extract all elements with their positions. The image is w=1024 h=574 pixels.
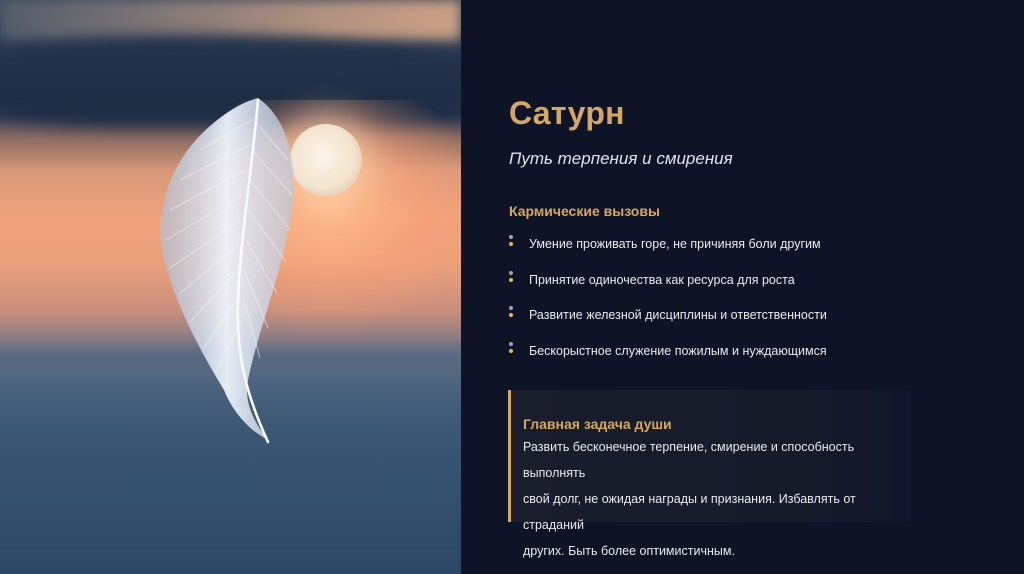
callout-line: свой долг, не ожидая награды и признания. Избавлять от страданий xyxy=(523,492,856,532)
bullet-icon xyxy=(508,235,514,249)
bullet-icon xyxy=(508,271,514,285)
callout-line: других. Быть более оптимистичным. xyxy=(523,544,735,558)
karmic-challenges-heading: Кармические вызовы xyxy=(509,203,660,219)
callout-title: Главная задача души xyxy=(523,416,672,432)
karmic-challenges-list xyxy=(505,233,827,375)
list-item-text: Умение проживать горе, не причиняя боли другим xyxy=(529,237,821,251)
slide-subtitle: Путь терпения и смирения xyxy=(509,149,733,168)
main-task-callout xyxy=(508,390,911,558)
list-item xyxy=(505,304,827,340)
callout-line: Развить бесконечное терпение, смирение и способность выполнять xyxy=(523,440,855,480)
bullet-icon xyxy=(508,306,514,320)
content-panel xyxy=(461,0,1024,574)
list-item-text: Принятие одиночества как ресурса для роста xyxy=(529,272,795,287)
list-item xyxy=(505,340,827,376)
feather-illustration xyxy=(140,90,320,460)
list-item-text: Бескорыстное служение пожилым и нуждающимся xyxy=(529,343,827,358)
slide-title: Сатурн xyxy=(509,95,625,131)
callout-body xyxy=(523,434,908,564)
bullet-icon xyxy=(508,342,514,356)
sky-band xyxy=(0,0,461,40)
list-item xyxy=(505,233,827,269)
list-item xyxy=(505,269,827,305)
feather-sunset-photo xyxy=(0,0,461,574)
list-item-text: Развитие железной дисциплины и ответственности xyxy=(529,308,827,322)
